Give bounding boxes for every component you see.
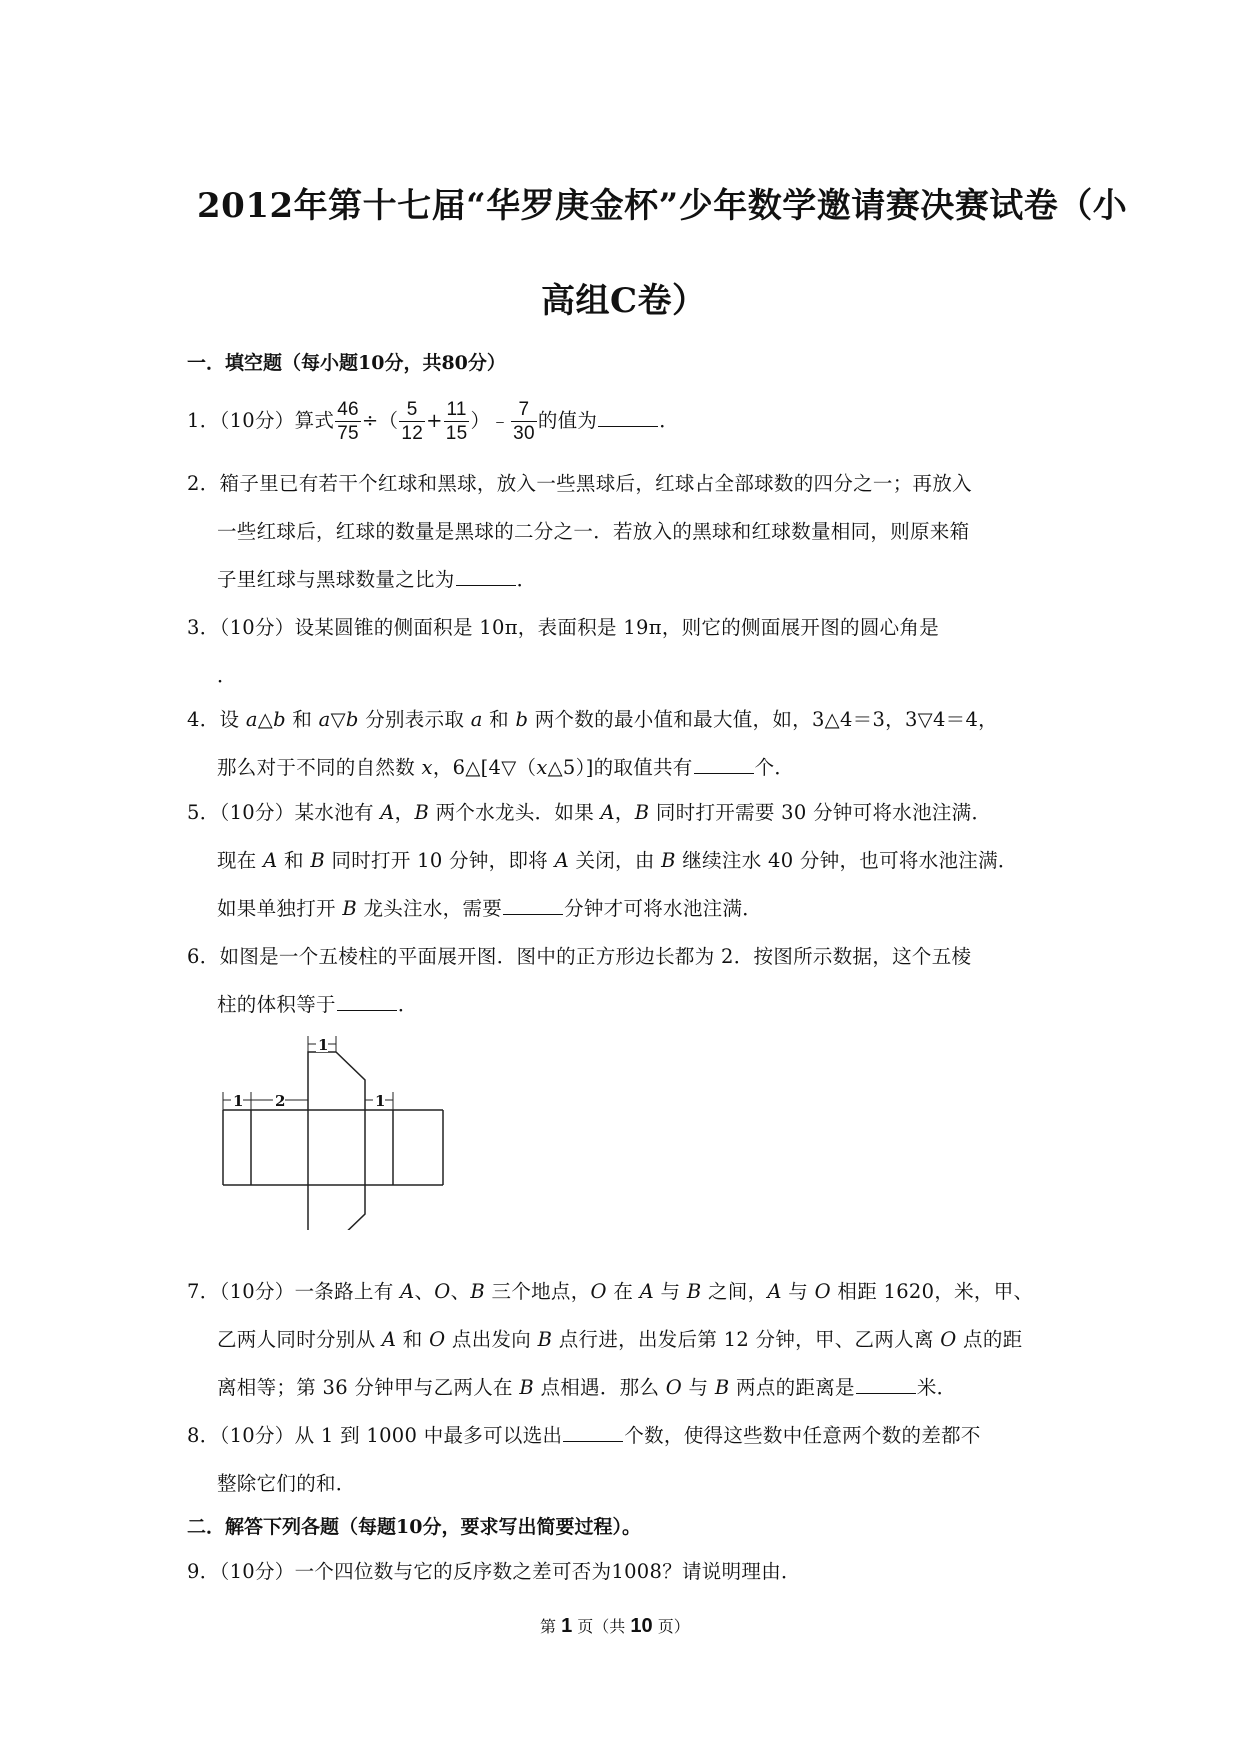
- answer-blank: [337, 990, 397, 1011]
- answer-blank: [456, 565, 516, 586]
- question-5-line-3: 如果单独打开 B 龙头注水，需要 分钟才可将水池注满．: [217, 893, 762, 921]
- section-1-heading: 一．填空题（每小题10分，共80分）: [187, 352, 506, 374]
- prism-net-figure: [215, 1030, 455, 1230]
- question-6-line-2: 柱的体积等于 ．: [217, 989, 418, 1017]
- question-1: 1．（10分）算式 $\frac{46}{75}$ ÷（ $\frac{5}{12}$ + $\frac{11}{15}$ ）﹣ $\frac{7}{30}$ 的值为 ．: [187, 399, 680, 444]
- question-5-line-2: 现在 A 和 B 同时打开 10 分钟，即将 A 关闭，由 B 继续注水 40 分钟，也可将水池注满．: [217, 849, 1018, 872]
- question-4-line-2: 那么对于不同的自然数 x，6△[4▽（x△5）]的取值共有 个．: [217, 752, 794, 780]
- question-number: 2．: [187, 472, 220, 495]
- question-6-line-1: 6．如图是一个五棱柱的平面展开图．图中的正方形边长都为 2．按图所示数据，这个五棱: [187, 945, 972, 968]
- title-line-1: 2012年第十七届“华罗庚金杯”少年数学邀请赛决赛试卷（小: [197, 186, 1128, 226]
- question-2-line-1: 2．箱子里已有若干个红球和黑球，放入一些黑球后，红球占全部球数的四分之一；再放入: [187, 472, 972, 495]
- question-number: 3．: [187, 616, 220, 639]
- dimension-label-top: 1: [318, 1036, 329, 1054]
- fraction-11-15: $\frac{11}{15}$: [445, 399, 468, 444]
- fraction-7-30: $\frac{7}{30}$: [513, 399, 535, 444]
- current-page: 1: [561, 1615, 573, 1637]
- fraction-5-12: $\frac{5}{12}$: [401, 399, 424, 444]
- page-footer: 第 1 页（共 10 页）: [540, 1615, 690, 1637]
- question-number: 6．: [187, 945, 220, 968]
- question-7-line-3: 离相等；第 36 分钟甲与乙两人在 B 点相遇．那么 O 与 B 两点的距离是 米．: [217, 1372, 956, 1400]
- section-2-heading: 二．解答下列各题（每题10分，要求写出简要过程）。: [187, 1516, 641, 1538]
- answer-blank: [856, 1373, 916, 1394]
- fraction-46-75: $\frac{46}{75}$: [337, 399, 359, 444]
- question-8-line-1: 8．（10分）从 1 到 1000 中最多可以选出 个数，使得这些数中任意两个数的差都不: [187, 1420, 981, 1448]
- dimension-label-right: 1: [375, 1092, 386, 1110]
- question-2-line-3: 子里红球与黑球数量之比为 ．: [217, 564, 536, 592]
- question-5-line-1: 5．（10分）某水池有 A，B 两个水龙头．如果 A，B 同时打开需要 30 分钟可将水池注满．: [187, 801, 992, 824]
- question-3-line-1: 3．（10分）设某圆锥的侧面积是 10π，表面积是 19π，则它的侧面展开图的圆心角是: [187, 616, 940, 639]
- total-pages: 10: [630, 1615, 653, 1637]
- question-number: 1．: [187, 409, 220, 432]
- question-7-line-1: 7．（10分）一条路上有 A、O、B 三个地点，O 在 A 与 B 之间，A 与 O 相距 1620，米，甲、: [187, 1280, 1034, 1303]
- answer-blank: [563, 1421, 623, 1442]
- question-7-line-2: 乙两人同时分别从 A 和 O 点出发向 B 点行进，出发后第 12 分钟，甲、乙两人离 O 点的距: [217, 1328, 1023, 1351]
- question-number: 7．: [187, 1280, 220, 1303]
- answer-blank: [598, 406, 658, 427]
- question-8-line-2: 整除它们的和．: [217, 1472, 356, 1495]
- answer-blank: [503, 894, 563, 915]
- dimension-label-left-1: 1: [233, 1092, 244, 1110]
- question-number: 9．: [187, 1560, 220, 1583]
- question-2-line-2: 一些红球后，红球的数量是黑球的二分之一．若放入的黑球和红球数量相同，则原来箱: [217, 520, 970, 543]
- title-line-2: 高组C卷）: [541, 281, 707, 321]
- question-number: 4．: [187, 708, 220, 731]
- question-number: 5．: [187, 801, 220, 824]
- question-3-line-2: ．: [217, 664, 237, 687]
- question-number: 8．: [187, 1424, 220, 1447]
- dimension-label-left-2: 2: [275, 1092, 286, 1110]
- answer-blank: [694, 753, 754, 774]
- question-9: 9．（10分）一个四位数与它的反序数之差可否为1008？请说明理由．: [187, 1560, 801, 1583]
- question-4-line-1: 4．设 a△b 和 a▽b 分别表示取 a 和 b 两个数的最小值和最大值，如，3△4＝3，3▽4＝4，: [187, 708, 998, 731]
